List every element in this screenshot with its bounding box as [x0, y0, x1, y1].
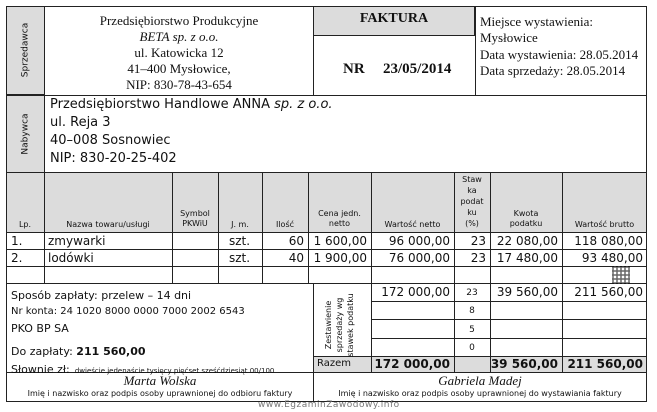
buyer-side-label: Nabywca	[20, 113, 31, 155]
summary-rate: 5	[469, 325, 475, 335]
buyer-name	[50, 97, 333, 112]
header-lp: Lp.	[18, 220, 32, 229]
summary-rate: 0	[469, 343, 475, 353]
cell-price: 1 900,00	[313, 251, 367, 265]
buyer-nip: NIP: 830-20-25-402	[50, 151, 177, 166]
summary-net: 172 000,00	[381, 285, 450, 299]
cell-gross: 118 080,00	[574, 234, 643, 248]
summary-total-tax: 39 560,00	[490, 357, 558, 371]
cell-lp: 2.	[11, 251, 23, 265]
amount-due-label: Do zapłaty:	[11, 345, 73, 358]
summary-row-line	[371, 338, 647, 339]
row-line	[6, 266, 647, 267]
amount-due	[11, 345, 146, 358]
payment-bank: PKO BP SA	[11, 322, 69, 335]
summary-rate: 23	[466, 288, 478, 298]
invoice-title: FAKTURA	[359, 11, 429, 26]
row-line	[6, 249, 647, 250]
summary-gross: 211 560,00	[574, 285, 643, 299]
header-tax: Kwota podatku	[509, 209, 543, 228]
summary-side-label: Zestawienie sprzedaży wg stawek podatku	[324, 293, 355, 357]
issuer-caption: Imię i nazwisko oraz podpis osoby uprawnionej do wystawiania faktury	[338, 389, 622, 398]
issue-date: Data wystawienia: 28.05.2014	[480, 47, 639, 62]
row-line	[6, 232, 647, 233]
cell-net: 76 000,00	[388, 251, 450, 265]
header-price: Cena jedn. netto	[318, 209, 361, 228]
cell-gross: 93 480,00	[581, 251, 643, 265]
place-label: Miejsce wystawienia:	[480, 14, 593, 29]
buyer-street: ul. Reja 3	[50, 115, 111, 130]
header-gross: Wartość brutto	[574, 220, 635, 229]
payment-method: Sposób zapłaty: przelew – 14 dni	[11, 289, 192, 302]
cell-net: 96 000,00	[388, 234, 450, 248]
summary-row-line	[371, 301, 647, 302]
amount-words-label: Słownie zł:	[11, 363, 70, 376]
header-qty: Ilość	[275, 220, 295, 229]
cell-qty: 60	[288, 234, 304, 248]
summary-total-gross: 211 560,00	[567, 357, 643, 371]
header-symbol: Symbol PKWiU	[180, 209, 210, 228]
qr-stamp-icon	[612, 266, 630, 284]
issuer-signature: Gabriela Madej	[438, 373, 522, 388]
payment-account: Nr konta: 24 1020 8000 0000 7000 2002 6543	[11, 306, 245, 317]
cell-rate: 23	[470, 251, 486, 265]
header-rate: Staw ka podat ku (%)	[460, 175, 484, 228]
summary-tax: 39 560,00	[496, 285, 558, 299]
watermark: www.EgzaminZawodowy.info	[258, 400, 400, 410]
invoice-number: 23/05/2014	[383, 61, 452, 77]
cell-price: 1 600,00	[313, 234, 367, 248]
summary-total-label: Razem	[317, 358, 351, 369]
cell-tax: 17 480,00	[496, 251, 558, 265]
seller-name: Przedsiębiorstwo Produkcyjne	[99, 13, 259, 28]
seller-city: 41–400 Mysłowice,	[127, 61, 231, 76]
buyer-name-plain: Przedsiębiorstwo Handlowe ANNA	[50, 97, 270, 112]
cell-tax: 22 080,00	[496, 234, 558, 248]
header-net: Wartość netto	[384, 220, 441, 229]
cell-name: zmywarki	[48, 234, 106, 248]
cell-lp: 1.	[11, 234, 23, 248]
receiver-signature: Marta Wolska	[123, 373, 197, 388]
cell-rate: 23	[470, 234, 486, 248]
sale-date: Data sprzedaży: 28.05.2014	[480, 63, 626, 78]
summary-rate: 8	[469, 306, 475, 316]
invoice-number-label: NR	[343, 61, 365, 77]
cell-qty: 40	[288, 251, 304, 265]
seller-name-2: BETA sp. z o.o.	[139, 29, 219, 44]
receiver-caption: Imię i nazwisko oraz podpis osoby uprawnionej do odbioru faktury	[27, 389, 293, 398]
seller-street: ul. Katowicka 12	[134, 45, 224, 60]
header-name: Nazwa towaru/usługi	[66, 220, 150, 229]
place-value: Mysłowice	[480, 30, 538, 45]
header-unit: J. m.	[231, 220, 249, 229]
buyer-city: 40–008 Sosnowiec	[50, 133, 171, 148]
summary-row-line	[371, 319, 647, 320]
invoice-title-divider	[313, 35, 475, 36]
cell-unit: szt.	[229, 234, 251, 248]
cell-unit: szt.	[229, 251, 251, 265]
amount-words-value: dwieście jedenaście tysięcy pięćset sześćdziesiąt 00/100	[74, 367, 275, 375]
seller-nip: NIP: 830-78-43-654	[126, 77, 232, 92]
cell-name: lodówki	[48, 251, 94, 265]
buyer-name-italic: sp. z o.o.	[274, 97, 333, 112]
amount-due-value: 211 560,00	[76, 345, 146, 358]
seller-side-label: Sprzedawca	[20, 22, 31, 78]
summary-total-net: 172 000,00	[374, 357, 450, 371]
